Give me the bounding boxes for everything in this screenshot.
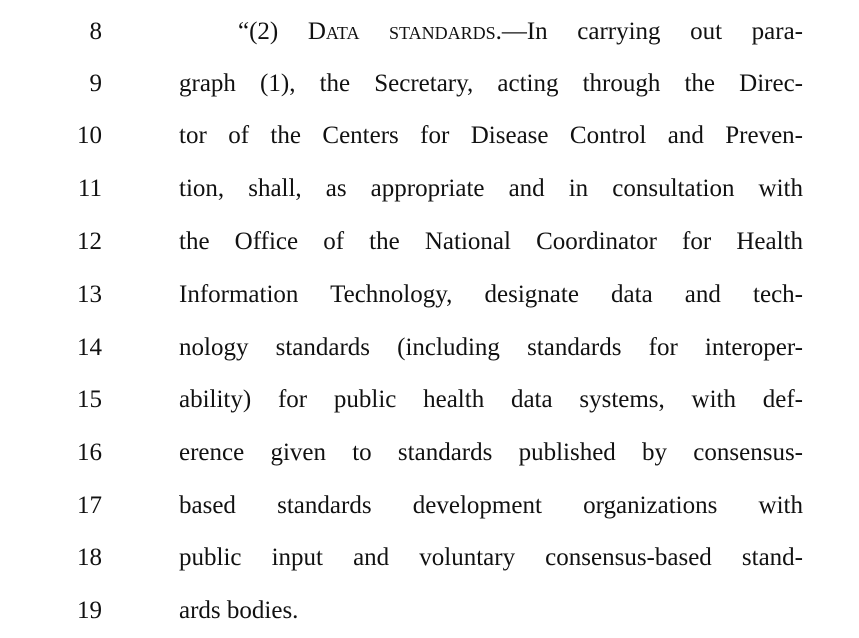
line-number: 15 bbox=[77, 386, 102, 413]
paragraph-heading: Data standards. bbox=[307, 18, 502, 45]
line-text: public input and voluntary consensus-based stand- bbox=[179, 544, 803, 571]
line-text: graph (1), the Secretary, acting through the Direc- bbox=[179, 70, 803, 97]
line-number: 9 bbox=[89, 70, 102, 97]
line-number: 8 bbox=[89, 18, 102, 45]
line-number: 18 bbox=[77, 544, 102, 571]
line-text: tion, shall, as appropriate and in consultation with bbox=[179, 175, 803, 202]
line-number: 12 bbox=[77, 228, 102, 255]
line-text: erence given to standards published by consensus- bbox=[179, 439, 803, 466]
text-line-15 bbox=[0, 374, 859, 426]
opening-quote-and-paragraph-number: “(2) bbox=[238, 18, 308, 45]
text-line-13 bbox=[0, 269, 859, 321]
text-line-11 bbox=[0, 163, 859, 215]
line-number: 13 bbox=[77, 281, 102, 308]
line-text: ability) for public health data systems, with def- bbox=[179, 386, 803, 413]
text-line-9 bbox=[0, 58, 859, 110]
line-text: the Office of the National Coordinator for Health bbox=[179, 228, 803, 255]
line-number: 17 bbox=[77, 492, 102, 519]
line-text: ards bodies. bbox=[179, 597, 299, 624]
text-line-12 bbox=[0, 216, 859, 268]
line-number: 11 bbox=[77, 175, 102, 202]
text-line-18 bbox=[0, 532, 859, 584]
line-number: 16 bbox=[77, 439, 102, 466]
line-text bbox=[238, 17, 803, 47]
line-number: 14 bbox=[77, 334, 102, 361]
text-line-17 bbox=[0, 480, 859, 532]
line-text: based standards development organizations with bbox=[179, 492, 803, 519]
line-text: Information Technology, designate data and tech- bbox=[179, 281, 803, 308]
line-text: nology standards (including standards for interoper- bbox=[179, 334, 803, 361]
text-line-10 bbox=[0, 110, 859, 162]
text-line-16 bbox=[0, 427, 859, 479]
text-line-8 bbox=[0, 6, 859, 58]
line-number: 10 bbox=[77, 122, 102, 149]
text-line-14 bbox=[0, 322, 859, 374]
line-number: 19 bbox=[77, 597, 102, 624]
line-text: tor of the Centers for Disease Control and Preven- bbox=[179, 122, 803, 149]
line-text-continuation: —In carrying out para- bbox=[501, 18, 804, 45]
text-line-19 bbox=[0, 585, 859, 637]
